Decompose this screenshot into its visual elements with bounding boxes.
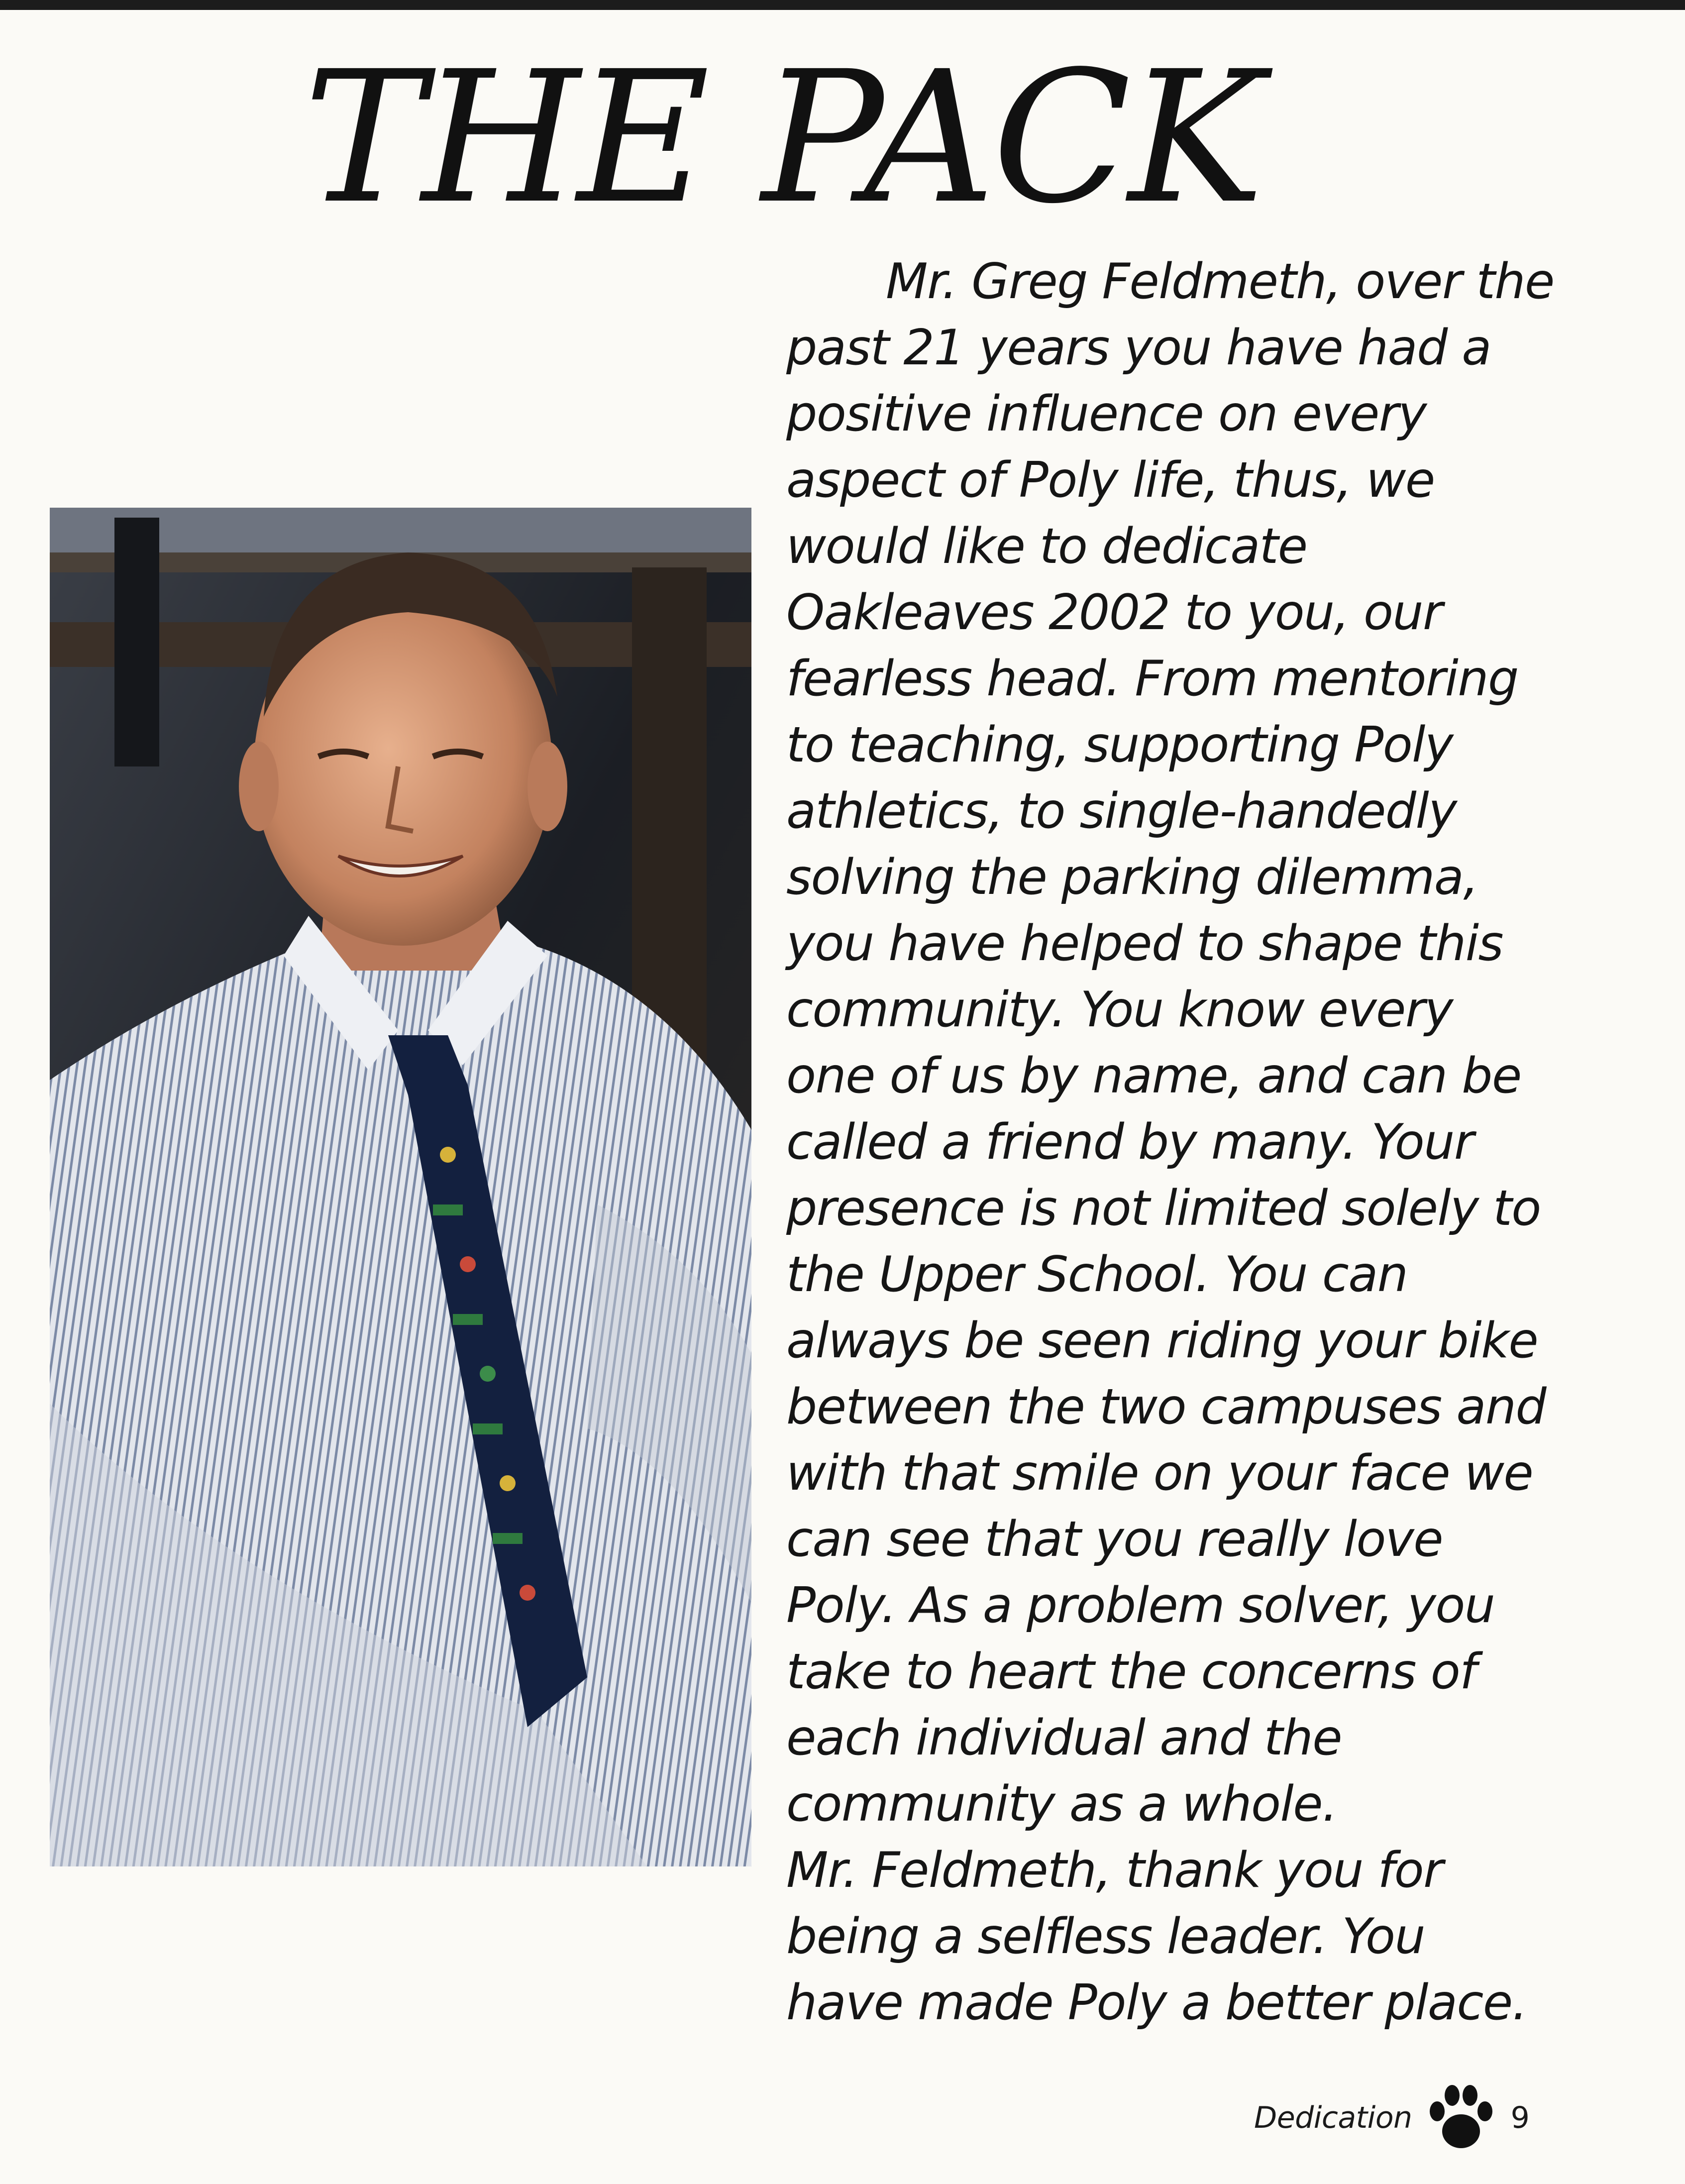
text-line: between the two campuses and [786,1379,1546,1435]
text-line: past 21 years you have had a [786,320,1491,376]
text-line: aspect of Poly life, thus, we [786,452,1435,509]
text-line: have made Poly a better place. [786,1974,1527,2031]
page-title: THE PACK [304,32,1261,244]
text-line: community as a whole. [786,1776,1337,1833]
text-line: would like to dedicate [786,518,1307,575]
text-line: the Upper School. You can [786,1246,1408,1303]
text-line: Poly. As a problem solver, you [786,1577,1495,1634]
text-line: Oakleaves 2002 to you, our [786,584,1442,641]
text-line: community. You know every [786,982,1453,1038]
page-number: 9 [1510,2100,1530,2135]
top-border [0,0,1685,10]
portrait-illustration [50,508,751,1866]
text-line: can see that you really love [786,1511,1443,1568]
text-line: being a selfless leader. You [786,1908,1425,1965]
text-line: take to heart the concerns of [786,1643,1476,1700]
page-footer [1254,2080,1530,2155]
text-line: presence is not limited solely to [786,1180,1541,1237]
text-line: one of us by name, and can be [786,1048,1521,1104]
text-line: always be seen riding your bike [786,1312,1538,1369]
text-line: called a friend by many. Your [786,1114,1474,1171]
text-line: athletics, to single-handedly [786,783,1457,840]
text-line: fearless head. From mentoring [786,651,1518,707]
text-line: Mr. Greg Feldmeth, over the [886,253,1554,310]
text-line: to teaching, supporting Poly [786,717,1453,773]
footer-section-label: Dedication [1254,2100,1412,2135]
dedication-text [786,249,1632,2036]
text-line: each individual and the [786,1710,1342,1766]
text-line: with that smile on your face we [786,1445,1533,1502]
portrait-photo [50,508,751,1866]
paw-print-icon [1426,2080,1496,2155]
text-line: you have helped to shape this [786,915,1503,972]
text-line: Mr. Feldmeth, thank you for [786,1842,1443,1899]
text-line: positive influence on every [786,386,1427,442]
text-line: solving the parking dilemma, [786,849,1478,906]
